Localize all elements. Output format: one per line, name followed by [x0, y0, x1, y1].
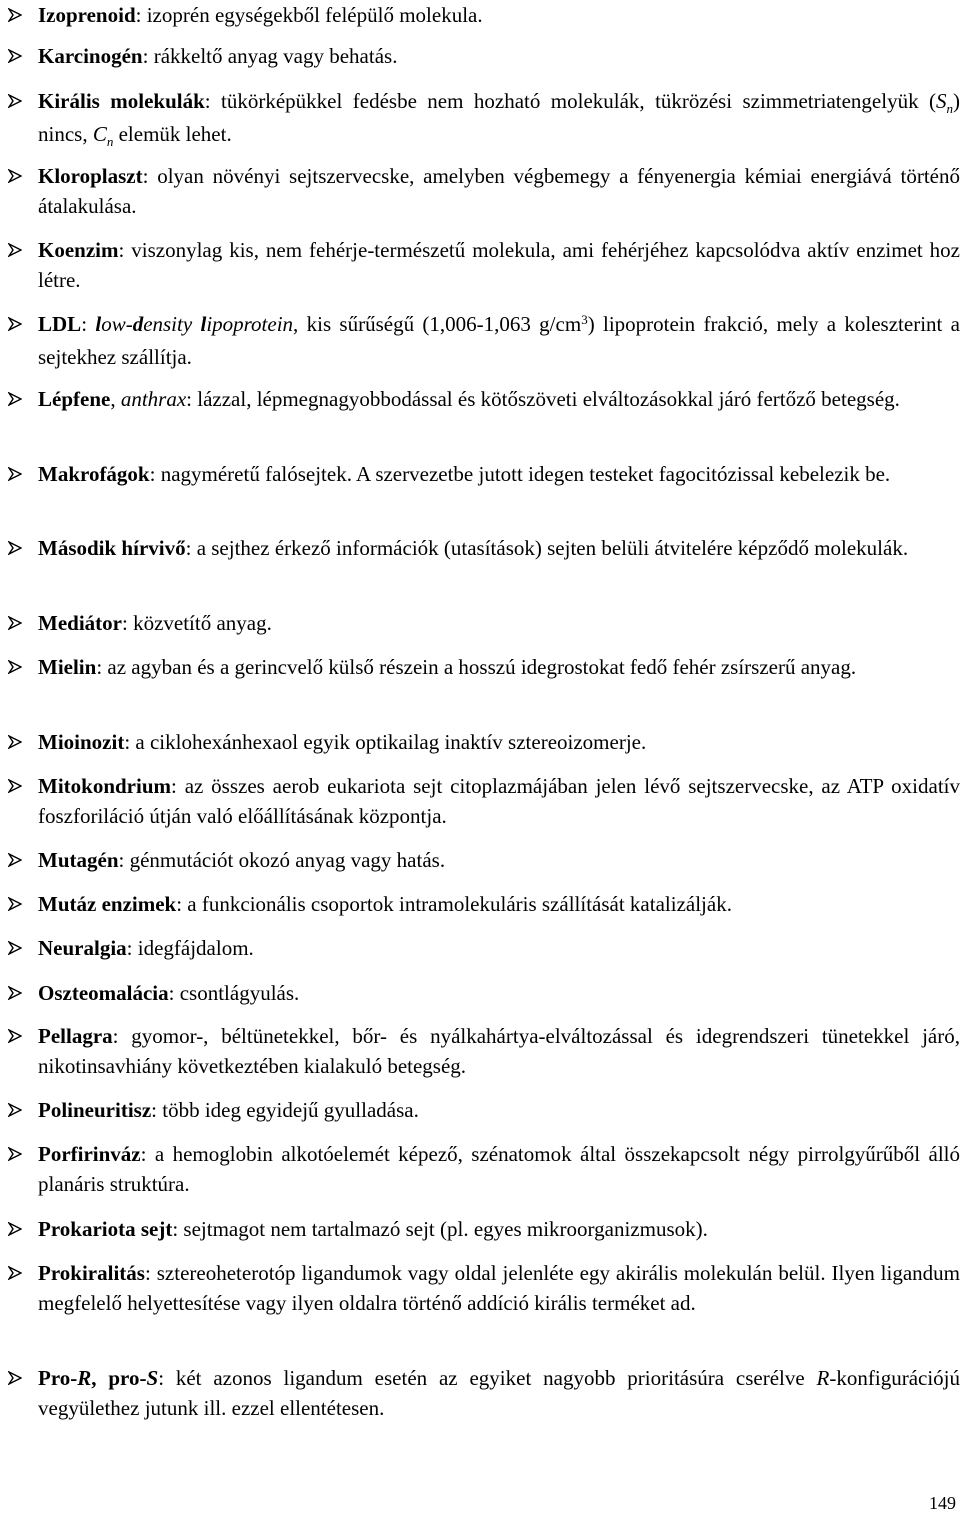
- definition-text: : csontlágyulás.: [168, 981, 300, 1005]
- arrowhead-bullet-icon: [8, 541, 22, 555]
- arrowhead-bullet-icon: [8, 8, 22, 22]
- term-label: Makrofágok: [38, 462, 150, 486]
- term-label: Lépfene: [38, 387, 111, 411]
- glossary-entry-karcinogen: [8, 41, 960, 71]
- arrowhead-bullet-icon: [8, 49, 22, 63]
- glossary-entry-porfirinvaz: [8, 1139, 960, 1199]
- term-label: LDL: [38, 312, 82, 336]
- definition-text: l: [95, 312, 102, 336]
- arrowhead-bullet-icon: [8, 660, 22, 674]
- term-label: Porfirinváz: [38, 1142, 141, 1166]
- term-label: Oszteomalácia: [38, 981, 169, 1005]
- arrowhead-bullet-icon: [8, 735, 22, 749]
- definition-text: ow-: [101, 312, 133, 336]
- definition-text: : tükörképükkel fedésbe nem hozható molekulák, tükrözési szimmetriatengelyük (: [204, 89, 937, 113]
- arrowhead-bullet-icon: [8, 1103, 22, 1117]
- term-label: Prokariota sejt: [38, 1217, 173, 1241]
- term-label: Koenzim: [38, 238, 119, 262]
- glossary-entry-oszteomalacia: [8, 978, 960, 1008]
- term-label: Mioinozit: [38, 730, 125, 754]
- glossary-entry-lepfene: [8, 384, 960, 414]
- arrowhead-bullet-icon: [8, 941, 22, 955]
- page-number: 149: [929, 1493, 956, 1513]
- definition-text: : lázzal, lépmegnagyobbodással és kötőszöveti elváltozásokkal járó fertőző betegség.: [186, 387, 900, 411]
- glossary-entry-ldl: [8, 309, 960, 372]
- glossary-entry-koenzim: [8, 235, 960, 295]
- definition-text: : sejtmagot nem tartalmazó sejt (pl. egyes mikroorganizmusok).: [172, 1217, 708, 1241]
- definition-text: n: [946, 101, 954, 116]
- definition-text: ensity: [143, 312, 201, 336]
- glossary-entry-mutagen: [8, 845, 960, 875]
- term-label: Izoprenoid: [38, 3, 136, 27]
- arrowhead-bullet-icon: [8, 169, 22, 183]
- definition-text: , pro-: [91, 1366, 147, 1390]
- glossary-entry-makrofagok: [8, 459, 960, 489]
- definition-text: 3: [581, 312, 588, 327]
- definition-text: l: [200, 312, 207, 336]
- definition-text: : az agyban és a gerincvelő külső részein a hosszú idegrostokat fedő fehér zsírszerű anyag.: [96, 655, 857, 679]
- glossary-entry-kiralis-molekulak: [8, 86, 960, 152]
- term-label: Királis molekulák: [38, 89, 205, 113]
- glossary-entry-prokiralitas: [8, 1258, 960, 1318]
- arrowhead-bullet-icon: [8, 317, 22, 331]
- definition-text: : nagyméretű falósejtek. A szervezetbe jutott idegen testeket fagocitózissal kebelezik be.: [149, 462, 891, 486]
- definition-text: ipoprotein: [206, 312, 294, 336]
- term-label: Második hírvivő: [38, 536, 186, 560]
- definition-text: : a hemoglobin alkotóelemét képező, szénatomok által összekapcsolt négy pirrolgyűrűből álló planáris struktúra.: [38, 1142, 960, 1196]
- definition-text: S: [146, 1366, 159, 1390]
- glossary-entry-mielin: [8, 652, 960, 682]
- arrowhead-bullet-icon: [8, 1371, 22, 1385]
- term-label: Mielin: [38, 655, 97, 679]
- definition-text: anthrax: [120, 387, 187, 411]
- definition-text: S: [936, 89, 947, 113]
- glossary-entry-polineuritisz: [8, 1095, 960, 1125]
- glossary-entry-mediator: [8, 608, 960, 638]
- definition-text: : az összes aerob eukariota sejt citoplazmájában jelen lévő sejtszervecske, az ATP oxidatív foszforiláció útján való előállításának központja.: [38, 774, 960, 828]
- definition-text: R: [816, 1366, 830, 1390]
- definition-text: elemük lehet.: [113, 122, 232, 146]
- definition-text: : izoprén egységekből felépülő molekula.: [135, 3, 483, 27]
- definition-text: ,: [110, 387, 121, 411]
- term-label: Prokiralitás: [38, 1261, 145, 1285]
- definition-text: : viszonylag kis, nem fehérje-természetű molekula, ami fehérjéhez kapcsolódva aktív enzimet hoz létre.: [38, 238, 960, 292]
- glossary-entry-neuralgia: [8, 933, 960, 963]
- definition-text: : közvetítő anyag.: [121, 611, 272, 635]
- glossary-entry-izoprenoid: [8, 0, 960, 30]
- glossary-entry-pro-r-pro-s: [8, 1363, 960, 1423]
- glossary-entry-mutaz-enzimek: [8, 889, 960, 919]
- term-label: Mediátor: [38, 611, 122, 635]
- definition-text: : sztereoheterotóp ligandumok vagy oldal jelenléte egy akirális molekulán belül. Ilyen ligandum megfelelő helyettesítése vagy ilyen oldalra történő addíció királis terméket ad.: [38, 1261, 960, 1315]
- definition-text: : a ciklohexánhexaol egyik optikailag inaktív sztereoizomerje.: [124, 730, 647, 754]
- definition-text: -konfigurációjú vegyülethez jutunk ill. ezzel ellentétesen.: [38, 1366, 960, 1420]
- arrowhead-bullet-icon: [8, 1029, 22, 1043]
- definition-text: C: [92, 122, 107, 146]
- glossary-entry-mitokondrium: [8, 771, 960, 831]
- arrowhead-bullet-icon: [8, 853, 22, 867]
- arrowhead-bullet-icon: [8, 616, 22, 630]
- definition-text: : a funkcionális csoportok intramolekuláris szállítását katalizálják.: [176, 892, 732, 916]
- term-label: Karcinogén: [38, 44, 143, 68]
- definition-text: , kis sűrűségű (1,006-1,063 g/cm: [293, 312, 582, 336]
- definition-text: : rákkeltő anyag vagy behatás.: [142, 44, 398, 68]
- definition-text: : több ideg egyidejű gyulladása.: [151, 1098, 419, 1122]
- term-label: Pro-: [38, 1366, 78, 1390]
- definition-text: ) lipoprotein frakció, mely a koleszterint a sejtekhez szállítja.: [38, 312, 960, 369]
- definition-text: : a sejthez érkező információk (utasítások) sejten belüli átvitelére képződő molekulák.: [185, 536, 909, 560]
- definition-text: : gyomor-, béltünetekkel, bőr- és nyálkahártya-elváltozással és idegrendszeri tünetekkel járó, nikotinsavhiány következtében kialakuló betegség.: [38, 1024, 960, 1078]
- arrowhead-bullet-icon: [8, 94, 22, 108]
- arrowhead-bullet-icon: [8, 1266, 22, 1280]
- term-label: Mitokondrium: [38, 774, 172, 798]
- arrowhead-bullet-icon: [8, 1147, 22, 1161]
- glossary-entry-pellagra: [8, 1021, 960, 1081]
- glossary-entry-kloroplaszt: [8, 161, 960, 221]
- definition-text: : génmutációt okozó anyag vagy hatás.: [118, 848, 446, 872]
- term-label: Mutáz enzimek: [38, 892, 177, 916]
- term-label: Neuralgia: [38, 936, 127, 960]
- definition-text: d: [132, 312, 144, 336]
- arrowhead-bullet-icon: [8, 1222, 22, 1236]
- glossary-entry-masodik-hirvivo: [8, 533, 960, 563]
- definition-text: :: [81, 312, 96, 336]
- term-label: Pellagra: [38, 1024, 113, 1048]
- definition-text: ) nincs,: [38, 89, 960, 146]
- definition-text: R: [77, 1366, 92, 1390]
- arrowhead-bullet-icon: [8, 986, 22, 1000]
- definition-text: : olyan növényi sejtszervecske, amelyben végbemegy a fényenergia kémiai energiává történő átalakulása.: [38, 164, 960, 218]
- definition-text: : idegfájdalom.: [126, 936, 254, 960]
- glossary-entry-mioinozit: [8, 727, 960, 757]
- term-label: Polineuritisz: [38, 1098, 152, 1122]
- arrowhead-bullet-icon: [8, 467, 22, 481]
- term-label: Mutagén: [38, 848, 119, 872]
- arrowhead-bullet-icon: [8, 243, 22, 257]
- definition-text: n: [106, 134, 114, 149]
- term-label: Kloroplaszt: [38, 164, 143, 188]
- glossary-entry-prokariota-sejt: [8, 1214, 960, 1244]
- definition-text: : két azonos ligandum esetén az egyiket nagyobb prioritásúra cserélve: [158, 1366, 817, 1390]
- arrowhead-bullet-icon: [8, 779, 22, 793]
- arrowhead-bullet-icon: [8, 392, 22, 406]
- arrowhead-bullet-icon: [8, 897, 22, 911]
